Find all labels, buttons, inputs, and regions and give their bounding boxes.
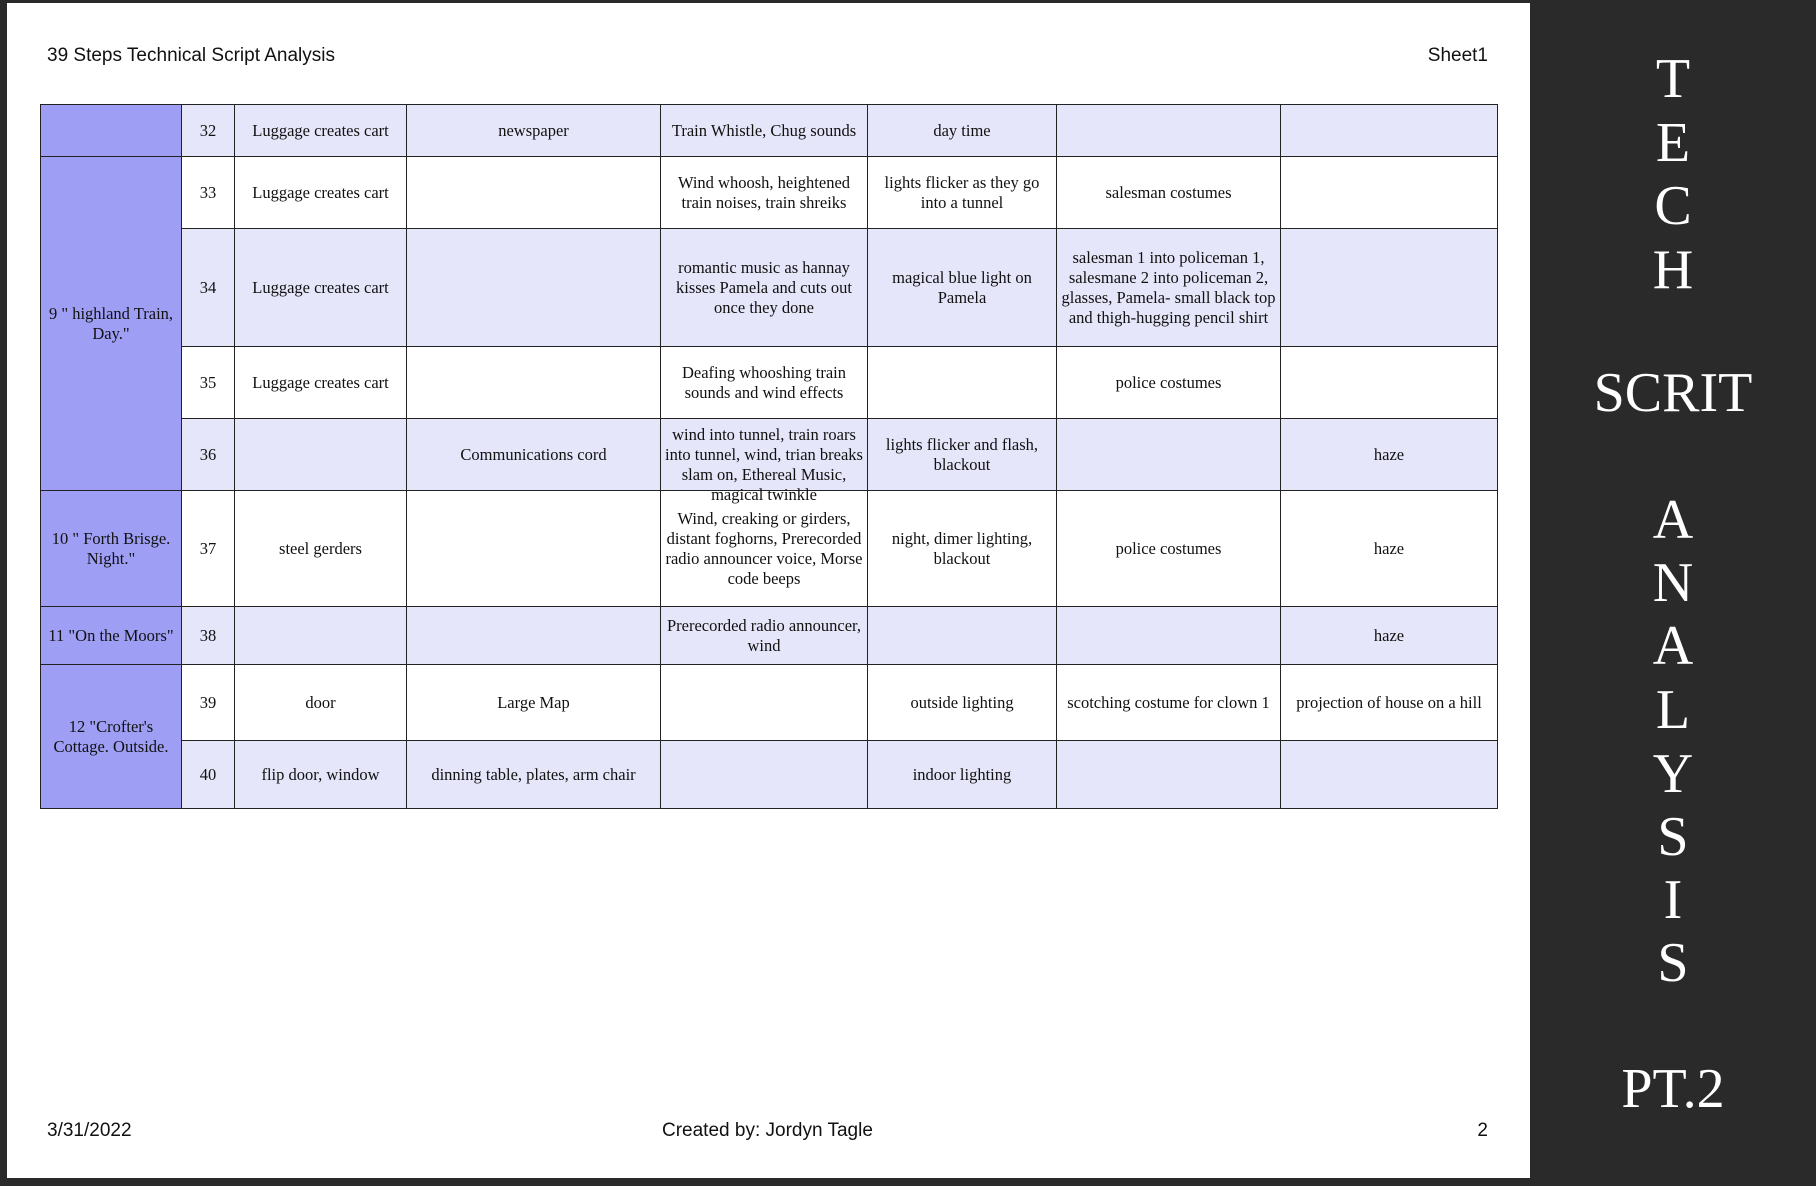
- costumes-cell: [1057, 607, 1281, 665]
- sound-cell: romantic music as hannay kisses Pamela and cuts out once they done: [661, 229, 868, 347]
- set-cell: Luggage creates cart: [235, 157, 407, 229]
- costumes-cell: scotching costume for clown 1: [1057, 665, 1281, 741]
- set-cell: flip door, window: [235, 741, 407, 809]
- lighting-cell: [868, 347, 1057, 419]
- scene-number-cell: 34: [182, 229, 235, 347]
- set-cell: steel gerders: [235, 491, 407, 607]
- props-cell: [407, 347, 661, 419]
- set-cell: [235, 419, 407, 491]
- set-cell: Luggage creates cart: [235, 105, 407, 157]
- table-row: [41, 157, 1498, 229]
- sound-cell: Deafing whooshing train sounds and wind effects: [661, 347, 868, 419]
- props-cell: newspaper: [407, 105, 661, 157]
- effects-cell: projection of house on a hill: [1281, 665, 1498, 741]
- props-cell: Communications cord: [407, 419, 661, 491]
- sidebar-letter: T: [1655, 48, 1691, 110]
- sidebar-letter: S: [1657, 932, 1689, 994]
- sound-cell: Wind whoosh, heightened train noises, train shreiks: [661, 157, 868, 229]
- scene-number-cell: 35: [182, 347, 235, 419]
- table-row: [41, 229, 1498, 347]
- scene-number-cell: 32: [182, 105, 235, 157]
- scene-number-cell: 36: [182, 419, 235, 491]
- set-cell: door: [235, 665, 407, 741]
- props-cell: [407, 229, 661, 347]
- sidebar-letter: A: [1652, 615, 1694, 677]
- costumes-cell: salesman costumes: [1057, 157, 1281, 229]
- effects-cell: haze: [1281, 419, 1498, 491]
- effects-cell: [1281, 741, 1498, 809]
- scene-cell: 10 " Forth Brisge. Night.": [41, 491, 182, 607]
- scene-cell: 11 "On the Moors": [41, 607, 182, 665]
- sidebar-letter: L: [1655, 679, 1691, 741]
- scene-number-cell: 37: [182, 491, 235, 607]
- lighting-cell: outside lighting: [868, 665, 1057, 741]
- sidebar-letter: Y: [1652, 743, 1694, 805]
- sound-cell: [661, 419, 868, 504]
- effects-cell: haze: [1281, 491, 1498, 607]
- document-page: [7, 3, 1530, 1178]
- sidebar-letter: S: [1657, 806, 1689, 868]
- script-analysis-table: [40, 104, 1498, 809]
- sheet-name: Sheet1: [1427, 45, 1488, 66]
- effects-cell: [1281, 157, 1498, 229]
- set-cell: Luggage creates cart: [235, 347, 407, 419]
- set-cell: [235, 607, 407, 665]
- costumes-cell: police costumes: [1057, 491, 1281, 607]
- table-row: [41, 607, 1498, 665]
- costumes-cell: [1057, 419, 1281, 491]
- scene-cell: 12 "Crofter's Cottage. Outside.: [41, 665, 182, 809]
- sound-cell: Train Whistle, Chug sounds: [661, 105, 868, 157]
- costumes-cell: police costumes: [1057, 347, 1281, 419]
- table-row: [41, 419, 1498, 491]
- props-cell: dinning table, plates, arm chair: [407, 741, 661, 809]
- document-title: 39 Steps Technical Script Analysis: [47, 45, 335, 66]
- effects-cell: haze: [1281, 607, 1498, 665]
- sidebar-part-label: PT.2: [1621, 1058, 1725, 1120]
- sidebar-letter: N: [1652, 552, 1694, 614]
- lighting-cell: indoor lighting: [868, 741, 1057, 809]
- costumes-cell: [1057, 105, 1281, 157]
- sound-cell-text: wind into tunnel, train roars into tunnel, wind, trian breaks slam on, Ethereal Music, magical twinkle: [665, 424, 863, 504]
- props-cell: [407, 607, 661, 665]
- scene-cell: 9 " highland Train, Day.": [41, 157, 182, 491]
- sidebar-letter: I: [1663, 869, 1683, 931]
- scene-number-cell: 39: [182, 665, 235, 741]
- sidebar-letter: E: [1655, 112, 1691, 174]
- sound-cell: [661, 741, 868, 809]
- lighting-cell: [868, 607, 1057, 665]
- sound-cell: [661, 665, 868, 741]
- costumes-cell: salesman 1 into policeman 1, salesmane 2 into policeman 2, glasses, Pamela- small black top and thigh-hugging pencil shirt: [1057, 229, 1281, 347]
- sound-cell: Wind, creaking or girders, distant foghorns, Prerecorded radio announcer voice, Morse code beeps: [661, 491, 868, 607]
- table-row: [41, 741, 1498, 809]
- sidebar-letter: H: [1652, 239, 1694, 301]
- footer-author: Created by: Jordyn Tagle: [662, 1120, 873, 1141]
- lighting-cell: day time: [868, 105, 1057, 157]
- table-row: [41, 105, 1498, 157]
- sidebar-letter: C: [1654, 175, 1692, 237]
- lighting-cell: night, dimer lighting, blackout: [868, 491, 1057, 607]
- effects-cell: [1281, 229, 1498, 347]
- footer-date: 3/31/2022: [47, 1120, 132, 1141]
- set-cell: Luggage creates cart: [235, 229, 407, 347]
- title-sidebar: [1530, 0, 1816, 1186]
- props-cell: [407, 491, 661, 607]
- page-number: 2: [1477, 1120, 1488, 1141]
- costumes-cell: [1057, 741, 1281, 809]
- lighting-cell: magical blue light on Pamela: [868, 229, 1057, 347]
- lighting-cell: lights flicker as they go into a tunnel: [868, 157, 1057, 229]
- effects-cell: [1281, 105, 1498, 157]
- lighting-cell: lights flicker and flash, blackout: [868, 419, 1057, 491]
- props-cell: Large Map: [407, 665, 661, 741]
- sidebar-letter: A: [1652, 489, 1694, 551]
- table-row: [41, 665, 1498, 741]
- table-row: [41, 347, 1498, 419]
- scene-number-cell: 33: [182, 157, 235, 229]
- effects-cell: [1281, 347, 1498, 419]
- table-row: [41, 491, 1498, 607]
- scene-cell: [41, 105, 182, 157]
- scene-number-cell: 38: [182, 607, 235, 665]
- sound-cell: Prerecorded radio announcer, wind: [661, 607, 868, 665]
- props-cell: [407, 157, 661, 229]
- scene-number-cell: 40: [182, 741, 235, 809]
- sidebar-word-scrit: SCRIT: [1593, 362, 1753, 424]
